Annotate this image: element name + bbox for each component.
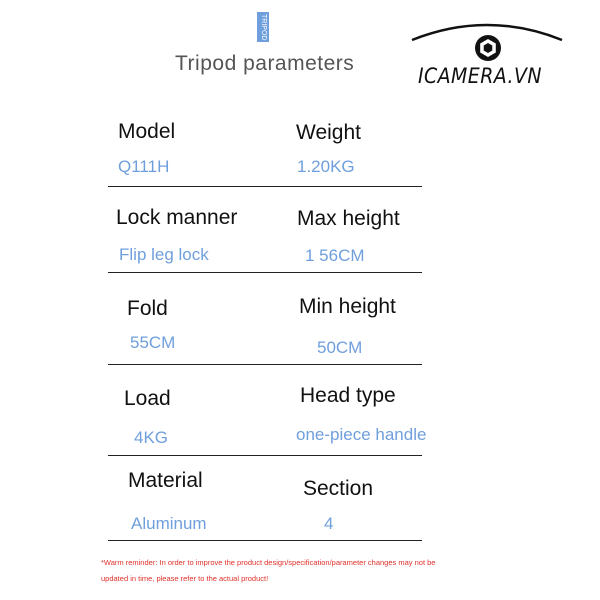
row-divider	[108, 364, 422, 365]
lock-manner-label: Lock manner	[116, 206, 238, 229]
lock-manner-value: Flip leg lock	[119, 245, 209, 264]
weight-label: Weight	[296, 121, 361, 144]
min-height-label: Min height	[299, 295, 396, 318]
load-value: 4KG	[134, 428, 169, 447]
fold-value: 55CM	[130, 333, 176, 352]
model-value: Q111H	[118, 157, 170, 176]
row-divider	[108, 186, 422, 187]
material-value: Aluminum	[131, 514, 207, 533]
max-height-value: 1 56CM	[305, 246, 365, 265]
min-height-value: 50CM	[317, 338, 363, 357]
max-height-label: Max height	[297, 207, 400, 230]
vertical-tag: TRIPOD	[257, 12, 269, 42]
brand-logo-text: ICAMERA.VN	[418, 64, 542, 88]
row-divider	[108, 272, 422, 273]
row-divider	[108, 540, 422, 541]
section-value: 4	[324, 514, 334, 533]
row-divider	[108, 455, 422, 456]
section-label: Section	[303, 477, 374, 500]
head-type-label: Head type	[300, 384, 396, 407]
material-label: Material	[128, 469, 203, 492]
fold-label: Fold	[127, 297, 168, 320]
load-label: Load	[124, 387, 171, 410]
warm-reminder-note: *Warm reminder: In order to improve the product design/specification/parameter changes may not be updated in time, please refer to the actual product!	[101, 558, 436, 583]
head-type-value: one-piece handle	[296, 425, 427, 444]
weight-value: 1.20KG	[297, 157, 355, 176]
page-title: Tripod parameters	[175, 52, 355, 75]
model-label: Model	[118, 120, 176, 143]
